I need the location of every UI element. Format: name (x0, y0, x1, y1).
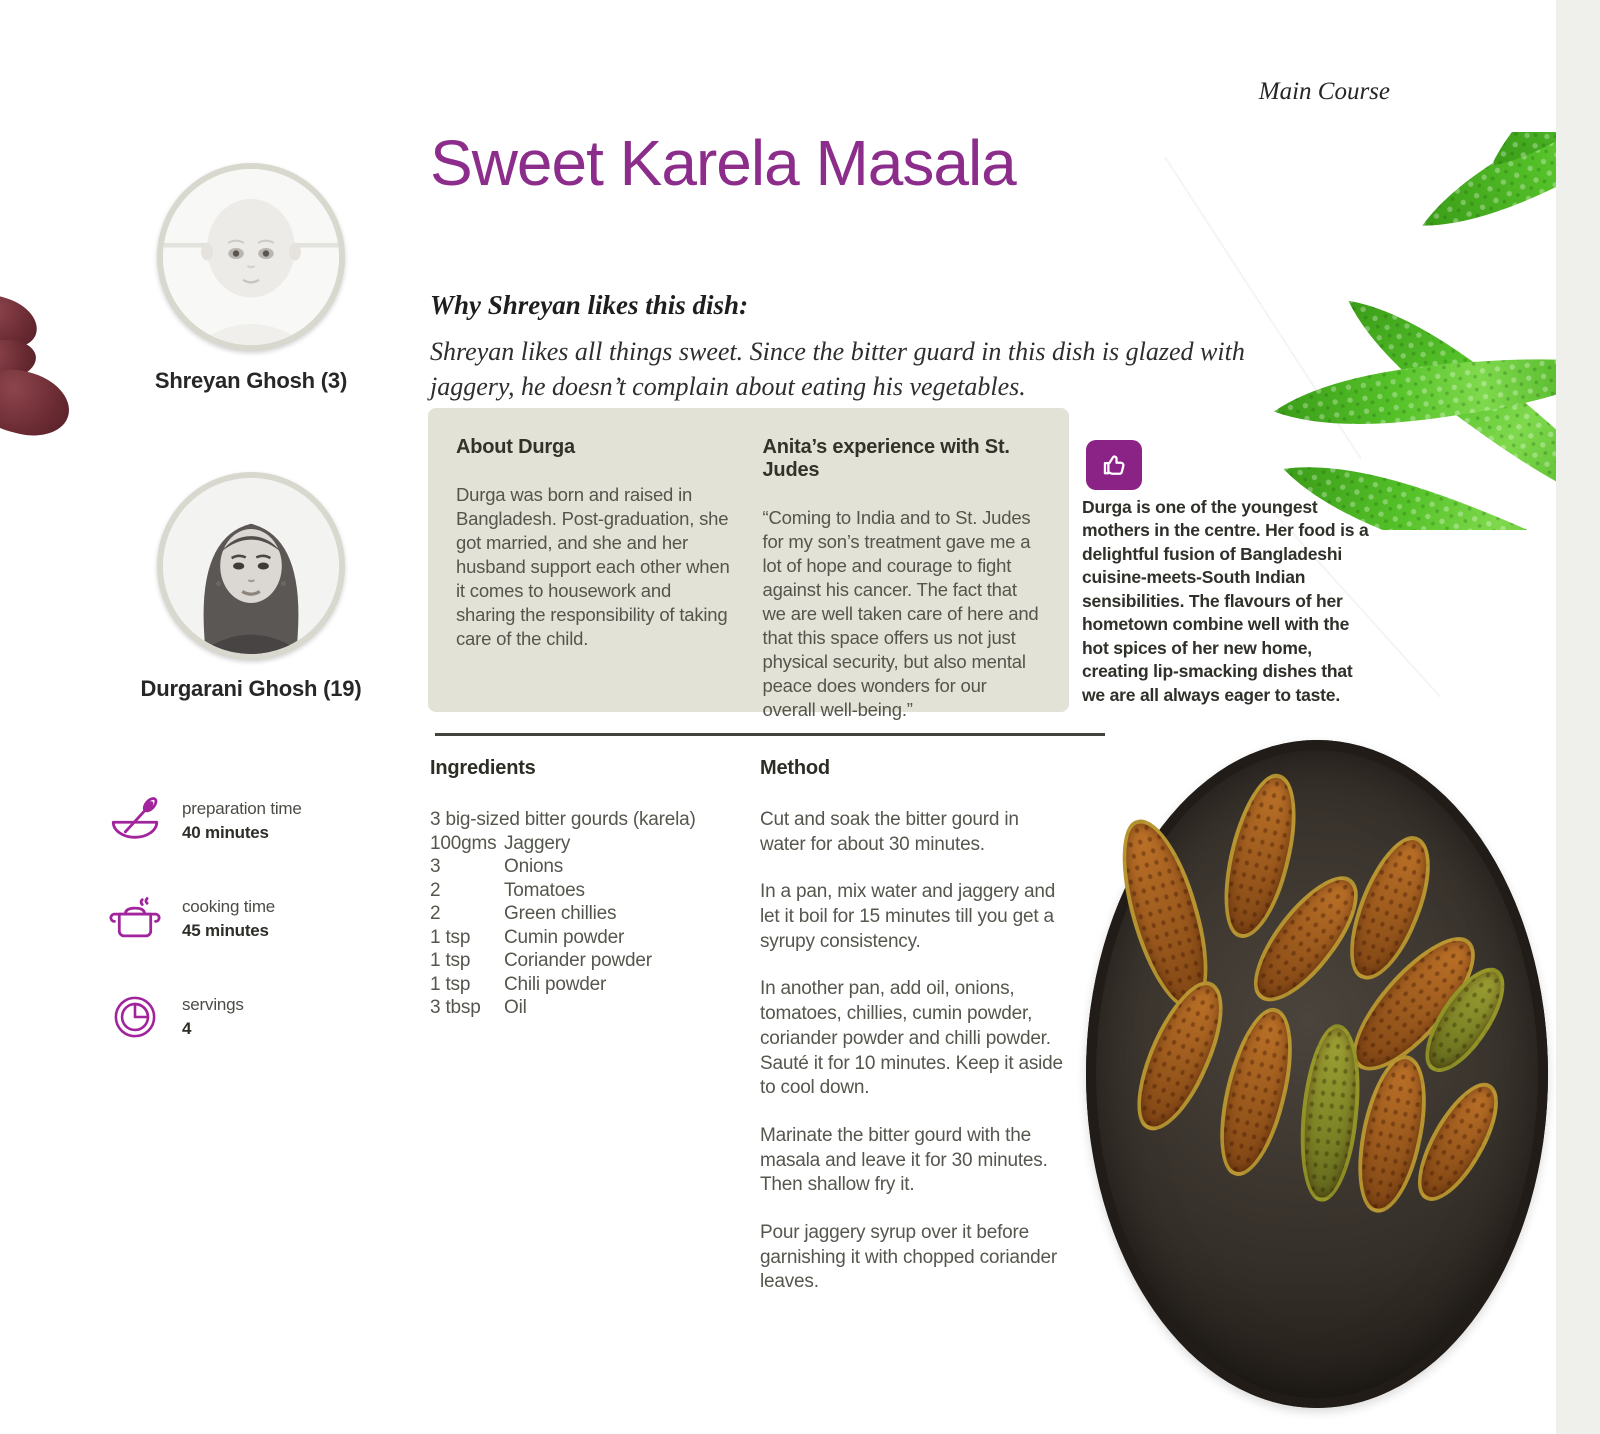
prep-time-value: 40 minutes (182, 823, 269, 842)
anita-experience-body: “Coming to India and to St. Judes for my son’s treatment gave me a lot of hope and courage to fight against his cancer. The fact that we are well taken care of here and that this space offers us not just physical security, but also mental peace does wonders for our overall well-being.” (762, 507, 1039, 721)
anita-experience-column (762, 436, 1042, 721)
method-step: Pour jaggery syrup over it before garnishing it with chopped coriander leaves. (760, 1221, 1057, 1293)
method-section (760, 757, 1068, 1318)
thumbs-up-icon (1086, 440, 1142, 490)
section-divider (435, 733, 1105, 736)
kidney-bean-photo-edge (0, 362, 76, 444)
ingredient-name: Green chillies (504, 903, 617, 924)
servings-clock-icon (102, 986, 168, 1048)
ingredient-qty: 1 tsp (430, 973, 471, 995)
about-durga-column (456, 436, 735, 688)
ingredient-row (430, 996, 738, 1020)
prep-time-label: preparation time (182, 799, 302, 818)
prep-time-row (102, 790, 432, 852)
ingredient-name: Oil (504, 997, 527, 1018)
why-text: Shreyan likes all things sweet. Since the bitter guard in this dish is glazed with jaggery, he doesn’t complain about eating his vegetables. (430, 337, 1245, 401)
ingredient-qty: 2 (430, 879, 441, 901)
page-title: Sweet Karela Masala (430, 127, 1016, 199)
cook-time-row (102, 888, 432, 950)
ingredient-row (430, 832, 738, 856)
ingredient-name: Cumin powder (504, 926, 625, 948)
servings-value: 4 (182, 1019, 192, 1038)
ingredients-section (430, 757, 738, 1020)
portrait-durgarani (157, 472, 345, 660)
page-edge-strip (1556, 0, 1600, 1434)
mixing-bowl-icon (102, 790, 168, 852)
ingredient-row (430, 902, 738, 926)
cook-time-label: cooking time (182, 897, 276, 916)
why-heading: Why Shreyan likes this dish: (430, 290, 749, 320)
ingredient-qty: 3 tbsp (430, 997, 481, 1018)
ingredient-qty: 1 tsp (430, 950, 471, 971)
cook-time-value: 45 minutes (182, 921, 269, 940)
ingredient-qty: 100gms (430, 832, 497, 854)
cooking-pot-icon (102, 888, 168, 950)
ingredient-qty: 1 tsp (430, 926, 471, 948)
anita-experience-heading: Anita’s experience with St. Judes (762, 436, 1010, 481)
ingredient-row (430, 973, 738, 997)
about-durga-body: Durga was born and raised in Bangladesh. Post-graduation, she got married, and she and her husband support each other when it comes to housework and sharing the responsibility of taking care of the child. (456, 484, 730, 650)
ingredient-name: Tomatoes (504, 879, 585, 901)
ingredient-name: Onions (504, 856, 564, 877)
recipe-meta (102, 790, 432, 1084)
ingredient-name: Chili powder (504, 973, 607, 995)
ingredient-qty: 2 (430, 903, 441, 924)
ingredient-lead: 3 big-sized bitter gourds (karela) (430, 809, 696, 830)
about-durga-heading: About Durga (456, 436, 575, 458)
method-step: In another pan, add oil, onions, tomatoes, chillies, cumin powder, coriander powder and chilli powder. Sauté it for 10 minutes. Keep it aside to cool down. (760, 978, 1063, 1099)
ingredient-row (430, 855, 738, 879)
category-label: Main Course (1258, 78, 1390, 105)
method-heading: Method (760, 757, 830, 779)
method-step: In a pan, mix water and jaggery and let it boil for 15 minutes till you get a syrupy consistency. (760, 881, 1056, 952)
ingredient-name: Coriander powder (504, 950, 652, 971)
dish-photo-stuffed-karela-pan (1080, 724, 1556, 1424)
servings-label: servings (182, 995, 244, 1014)
ingredient-qty: 3 (430, 856, 441, 877)
servings-row (102, 986, 432, 1048)
about-box (428, 408, 1069, 721)
person-name-durgarani: Durgarani Ghosh (19) (140, 676, 362, 701)
ingredient-row (430, 879, 738, 903)
bitter-gourds-image (1170, 132, 1556, 530)
ingredient-row (430, 926, 738, 950)
ingredients-heading: Ingredients (430, 757, 536, 779)
woman-photo-placeholder (163, 478, 339, 654)
highlight-text: Durga is one of the youngest mothers in the centre. Her food is a delightful fusion of Bangladeshi cuisine-meets-South Indian sensibilities. The flavours of her hometown combine well with the hot spices of her new home, creating lip-smacking dishes that we are all always eager to taste. (1082, 497, 1369, 705)
method-step: Cut and soak the bitter gourd in water for about 30 minutes. (760, 809, 1019, 855)
person-name-shreyan: Shreyan Ghosh (3) (154, 368, 348, 393)
ingredient-name: Jaggery (504, 832, 571, 854)
toddler-photo-placeholder (163, 169, 339, 345)
ingredient-row (430, 949, 738, 973)
portrait-shreyan (157, 163, 345, 351)
method-step: Marinate the bitter gourd with the masala and leave it for 30 minutes. Then shallow fry it. (760, 1124, 1048, 1196)
